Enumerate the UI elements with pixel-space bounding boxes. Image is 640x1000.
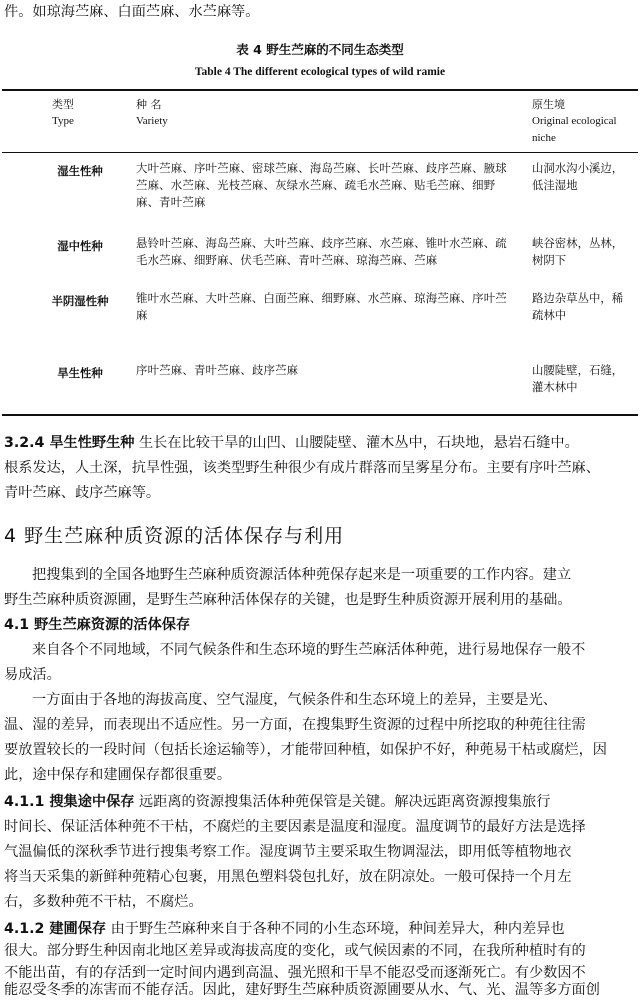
sec411-line-2: 时间长、保证活体种蔸不干枯，不腐烂的主要因素是温度和湿度。温度调节的最好方法是选择 [4,819,586,835]
p324-text: 生长在比较干旱的山凹、山腰陡壁、灌木丛中，石块地，悬岩石缝中。 [134,435,579,451]
table-caption-cn: 表 4 野生苎麻的不同生态类型 [236,42,404,57]
intro-line-2: 野生苎麻种质资源圃，是野生苎麻种活体保存的关键，也是野生种质资源开展利用的基础。 [4,592,572,608]
sec41-line-2: 易成活。 [4,667,61,683]
row-habitat: 山腰陡壁，石缝，灌木林中 [532,363,624,394]
sec411-line-1 [4,790,634,814]
sec411-text: 远距离的资源搜集活体种蔸保管是关键。解决远距离资源搜集旅行 [134,794,551,810]
sec412-text: 由于野生苎麻种来自于各种不同的小生态环境，种间差异大，种内差异也 [106,921,565,937]
header-variety-cn: 种 名 [136,98,162,111]
section-4-title: 4 野生苎麻种质资源的活体保存与利用 [4,525,345,547]
row-varieties: 悬铃叶苎麻、海岛苎麻、大叶苎麻、歧序苎麻、水苎麻、锥叶水苎麻、疏毛水苎麻、细野麻、伏毛苎麻、青叶苎麻、琼海苎麻、苎麻 [136,236,507,267]
row-varieties: 锥叶水苎麻、大叶苎麻、白面苎麻、细野麻、水苎麻、琼海苎麻、序叶苎麻 [136,291,507,322]
sec41-line-1: 来自各个不同地域，不同气候条件和生态环境的野生苎麻活体种蔸，进行易地保存一般不 [32,642,586,658]
sec412-heading: 4.1.2 建圃保存 [4,921,107,937]
row-type: 旱生性种 [57,366,103,380]
intro-line-1: 把搜集到的全国各地野生苎麻种质资源活体种蔸保存起来是一项重要的工作内容。建立 [32,567,572,583]
row-varieties: 序叶苎麻、青叶苎麻、歧序苎麻 [136,363,299,377]
row-type: 湿中性种 [57,239,103,253]
row-habitat: 山洞水沟小溪边，低洼湿地 [532,161,624,192]
header-habitat [532,96,632,147]
header-type [52,96,112,130]
table-header-rule [2,152,638,153]
p324-line-1 [4,431,634,455]
header-variety [136,96,336,130]
p324-heading: 3.2.4 旱生性野生种 [4,435,135,451]
p324-line-3: 青叶苎麻、歧序苎麻等。 [4,485,161,501]
sec411-heading: 4.1.1 搜集途中保存 [4,794,135,810]
table-top-rule [2,89,638,91]
p324-line-2: 根系发达，人土深，抗旱性强，该类型野生种很少有成片群落而呈雾星分布。主要有序叶苎麻、 [4,460,600,476]
sec41-line-4: 温、湿的差异，而表现出不适应性。另一方面，在搜集野生资源的过程中所挖取的种蔸往往需 [4,717,586,733]
sec411-line-5: 右，多数种蔸不干枯，不腐烂。 [4,894,203,910]
sec411-line-4: 将当天采集的新鲜种蔸精心包裹，用黑色塑料袋包扎好，放在阴凉处。一般可保持一个月左 [4,869,572,885]
header-habitat-en: Original ecological niche [532,115,617,144]
sec41-line-5: 要放置较长的一段时间（包括长途运输等），才能带回种植，如保护不好，种蔸易干枯或腐烂，因 [4,742,607,758]
row-type: 半阴湿性种 [51,294,109,308]
row-habitat: 路边杂草丛中，稀疏林中 [532,291,624,322]
sec411-line-3: 气温偏低的深秋季节进行搜集考察工作。湿度调节主要采取生物调湿法，即用低等植物地衣 [4,844,572,860]
section-4-1-title: 4.1 野生苎麻资源的活体保存 [4,617,191,633]
sec412-line-4: 能忍受冬季的冻害而不能存活。因此，建好野生苎麻种质资源圃要从水、气、光、温等多方面创 [4,982,600,998]
header-type-en: Type [52,115,74,127]
row-varieties: 大叶苎麻、序叶苎麻、密球苎麻、海岛苎麻、长叶苎麻、歧序苎麻、腋球苎麻、水苎麻、光枝苎麻、灰绿水苎麻、疏毛水苎麻、贴毛苎麻、细野麻、青叶苎麻 [136,161,507,209]
header-variety-en: Variety [136,115,168,127]
table-caption-en: Table 4 The different ecological types of wild ramie [194,66,446,78]
row-type: 湿生性种 [57,164,103,178]
sec412-line-3: 不能出苗，有的存活到一定时间内遇到高温、强光照和干旱不能忍受而逐渐死亡。有少数因不 [4,965,586,981]
table-bottom-rule [2,414,638,416]
row-habitat: 峡谷密林，丛林，树阴下 [532,236,624,267]
header-type-cn: 类型 [52,98,74,111]
continuation-line: 件。如琼海苎麻、白面苎麻、水苎麻等。 [4,4,260,20]
sec41-line-6: 此，途中保存和建圃保存都很重要。 [4,767,232,783]
sec41-line-3: 一方面由于各地的海拔高度、空气湿度，气候条件和生态环境上的差异，主要是光、 [32,692,557,708]
sec412-line-1 [4,917,634,941]
header-habitat-cn: 原生境 [532,98,565,111]
sec412-line-2: 很大。部分野生种因南北地区差异或海拔高度的变化，或气候因素的不同，在我所种植时有的 [4,943,586,959]
